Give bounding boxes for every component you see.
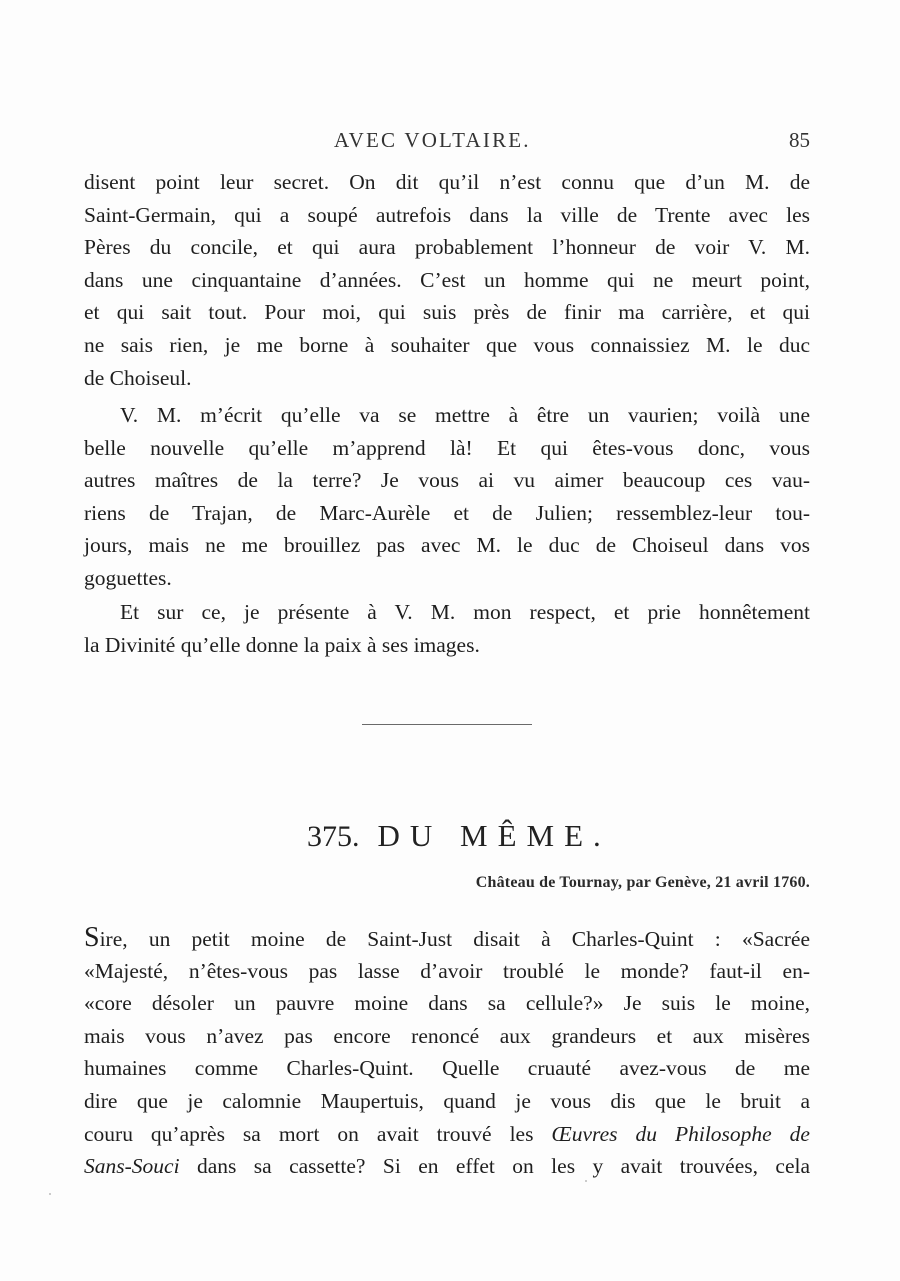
text-run: ire, un petit moine de Saint-Just disait à Charles-Quint : «Sacrée bbox=[99, 927, 810, 951]
section-divider-rule bbox=[362, 724, 532, 725]
text-line bbox=[84, 1150, 810, 1183]
letter-dateline: Château de Tournay, par Genève, 21 avril 1760. bbox=[475, 874, 810, 891]
paragraph-vaurien bbox=[84, 399, 810, 595]
text-line: la Divinité qu’elle donne la paix à ses images. bbox=[84, 632, 480, 657]
text-line: autres maîtres de la terre? Je vous ai vu aimer beaucoup ces vau- bbox=[84, 468, 810, 493]
text-line bbox=[84, 1118, 810, 1151]
page-number: 85 bbox=[789, 128, 810, 152]
text-line bbox=[84, 922, 810, 955]
text-line: dans une cinquantaine d’années. C’est un homme qui ne meurt point, bbox=[84, 267, 810, 292]
text-line: «core désoler un pauvre moine dans sa cellule?» Je suis le moine, bbox=[84, 991, 810, 1016]
text-line: Et sur ce, je présente à V. M. mon respect, et prie honnêtement bbox=[120, 600, 810, 624]
text-line: mais vous n’avez pas encore renoncé aux grandeurs et aux misères bbox=[84, 1023, 810, 1048]
text-line: Pères du concile, et qui aura probablement l’honneur de voir V. M. bbox=[84, 235, 810, 260]
book-title-italic: Sans-Souci bbox=[84, 1154, 180, 1179]
text-run: dans sa cassette? Si en effet on les y avait trouvées, cela bbox=[179, 1154, 810, 1179]
text-line: Saint-Germain, qui a soupé autrefois dans la ville de Trente avec les bbox=[84, 202, 810, 227]
paragraph-closing bbox=[84, 596, 810, 661]
text-line: disent point leur secret. On dit qu’il n’est connu que d’un M. de bbox=[84, 170, 810, 194]
letter-title: DU MÊME. bbox=[377, 818, 611, 853]
paper-speck bbox=[585, 1180, 587, 1182]
text-line: dire que je calomnie Maupertuis, quand je vous dis que le bruit a bbox=[84, 1088, 810, 1113]
running-head bbox=[84, 128, 810, 158]
running-title: AVEC VOLTAIRE. bbox=[334, 128, 531, 152]
paper-speck bbox=[49, 1193, 51, 1195]
text-line: riens de Trajan, de Marc-Aurèle et de Julien; ressemblez-leur tou- bbox=[84, 500, 810, 525]
text-line: jours, mais ne me brouillez pas avec M. le duc de Choiseul dans vos bbox=[84, 533, 810, 558]
text-line: «Majesté, n’êtes-vous pas lasse d’avoir troublé le monde? faut-il en- bbox=[84, 958, 810, 983]
text-line: V. M. m’écrit qu’elle va se mettre à être un vaurien; voilà une bbox=[120, 403, 810, 427]
letter-number: 375. bbox=[307, 820, 360, 853]
letter-heading bbox=[307, 818, 611, 855]
text-line: goguettes. bbox=[84, 565, 172, 590]
text-line: belle nouvelle qu’elle m’apprend là! Et qui êtes-vous donc, vous bbox=[84, 435, 810, 460]
book-title-italic: Œuvres du Philosophe de bbox=[551, 1121, 810, 1146]
text-line: ne sais rien, je me borne à souhaiter que vous connaissiez M. le duc bbox=[84, 332, 810, 357]
letter-body bbox=[84, 922, 810, 1183]
text-run: couru qu’après sa mort on avait trouvé les bbox=[84, 1121, 552, 1146]
text-line: et qui sait tout. Pour moi, qui suis près de finir ma carrière, et qui bbox=[84, 300, 810, 325]
text-line: de Choiseul. bbox=[84, 365, 192, 390]
text-line: humaines comme Charles-Quint. Quelle cruauté avez-vous de me bbox=[84, 1056, 810, 1081]
paragraph-continuation bbox=[84, 166, 810, 394]
drop-cap: S bbox=[84, 922, 100, 953]
